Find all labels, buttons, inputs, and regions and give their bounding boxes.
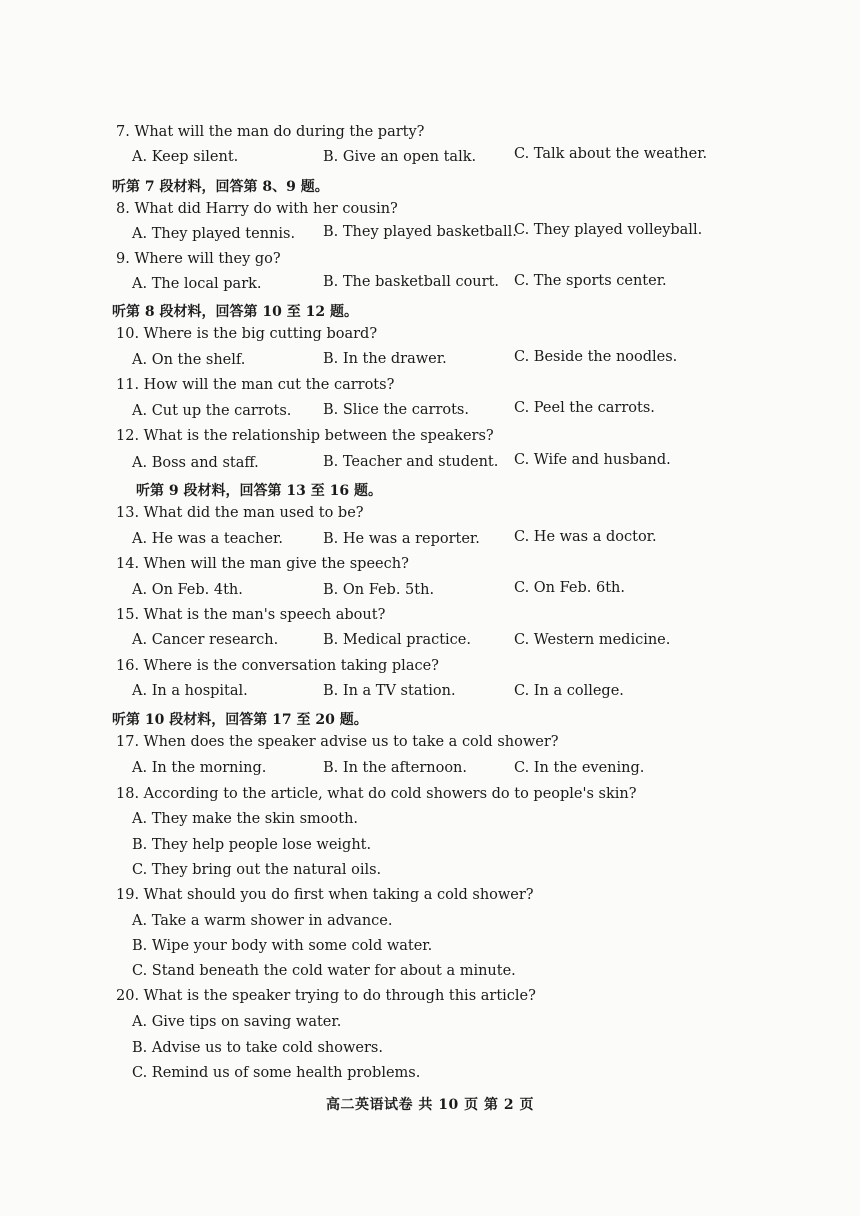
- q15-option-a: A. Cancer research.: [132, 632, 279, 648]
- q12-option-a: A. Boss and staff.: [132, 455, 259, 471]
- q16-option-a: A. In a hospital.: [132, 683, 248, 699]
- q18-option-a: A. They make the skin smooth.: [132, 811, 359, 827]
- question-17: 17. When does the speaker advise us to take a cold shower?: [116, 734, 559, 750]
- question-12: 12. What is the relationship between the speakers?: [116, 428, 494, 444]
- page-footer: 高二英语试卷 共 10 页 第 2 页: [326, 1097, 534, 1113]
- q13-option-c: C. He was a doctor.: [514, 529, 657, 545]
- q15-option-c: C. Western medicine.: [514, 632, 671, 648]
- q18-option-c: C. They bring out the natural oils.: [132, 862, 382, 878]
- q16-option-c: C. In a college.: [514, 683, 624, 699]
- section-heading-8: 听第 8 段材料，回答第 10 至 12 题。: [112, 304, 358, 320]
- q20-option-c: C. Remind us of some health problems.: [132, 1065, 421, 1081]
- q8-option-b: B. They played basketball.: [323, 224, 517, 240]
- section-heading-10: 听第 10 段材料，回答第 17 至 20 题。: [112, 712, 368, 728]
- q17-option-c: C. In the evening.: [514, 760, 645, 776]
- q14-option-a: A. On Feb. 4th.: [132, 582, 243, 598]
- question-15: 15. What is the man's speech about?: [116, 607, 386, 623]
- q11-option-a: A. Cut up the carrots.: [132, 403, 292, 419]
- q11-option-b: B. Slice the carrots.: [323, 402, 469, 418]
- q10-option-b: B. In the drawer.: [323, 351, 447, 367]
- section-heading-9: 听第 9 段材料，回答第 13 至 16 题。: [136, 483, 382, 499]
- question-11: 11. How will the man cut the carrots?: [116, 377, 395, 393]
- q7-option-a: A. Keep silent.: [132, 149, 239, 165]
- q10-option-a: A. On the shelf.: [132, 352, 246, 368]
- q19-option-c: C. Stand beneath the cold water for about a minute.: [132, 963, 516, 979]
- q7-option-b: B. Give an open talk.: [323, 149, 477, 165]
- q16-option-b: B. In a TV station.: [323, 683, 456, 699]
- question-14: 14. When will the man give the speech?: [116, 556, 409, 572]
- q19-option-a: A. Take a warm shower in advance.: [132, 913, 393, 929]
- q9-option-a: A. The local park.: [132, 276, 262, 292]
- q7-option-c: C. Talk about the weather.: [514, 146, 708, 162]
- question-7: 7. What will the man do during the party?: [116, 124, 425, 140]
- question-13: 13. What did the man used to be?: [116, 505, 364, 521]
- q13-option-b: B. He was a reporter.: [323, 531, 480, 547]
- q9-option-c: C. The sports center.: [514, 273, 667, 289]
- q8-option-c: C. They played volleyball.: [514, 222, 703, 238]
- question-10: 10. Where is the big cutting board?: [116, 326, 378, 342]
- q19-option-b: B. Wipe your body with some cold water.: [132, 938, 433, 954]
- section-heading-7: 听第 7 段材料，回答第 8、9 题。: [112, 179, 329, 195]
- q14-option-b: B. On Feb. 5th.: [323, 582, 435, 598]
- q14-option-c: C. On Feb. 6th.: [514, 580, 625, 596]
- q18-option-b: B. They help people lose weight.: [132, 837, 372, 853]
- question-18: 18. According to the article, what do cold showers do to people's skin?: [116, 786, 637, 802]
- question-9: 9. Where will they go?: [116, 251, 281, 267]
- question-16: 16. Where is the conversation taking place?: [116, 658, 439, 674]
- question-19: 19. What should you do first when taking a cold shower?: [116, 887, 534, 903]
- q13-option-a: A. He was a teacher.: [132, 531, 283, 547]
- q20-option-a: A. Give tips on saving water.: [132, 1014, 342, 1030]
- q12-option-c: C. Wife and husband.: [514, 452, 671, 468]
- question-20: 20. What is the speaker trying to do through this article?: [116, 988, 536, 1004]
- q17-option-a: A. In the morning.: [132, 760, 267, 776]
- q9-option-b: B. The basketball court.: [323, 274, 500, 290]
- q8-option-a: A. They played tennis.: [132, 226, 296, 242]
- q15-option-b: B. Medical practice.: [323, 632, 471, 648]
- q12-option-b: B. Teacher and student.: [323, 454, 499, 470]
- question-8: 8. What did Harry do with her cousin?: [116, 201, 398, 217]
- q11-option-c: C. Peel the carrots.: [514, 400, 655, 416]
- q10-option-c: C. Beside the noodles.: [514, 349, 678, 365]
- q20-option-b: B. Advise us to take cold showers.: [132, 1040, 383, 1056]
- q17-option-b: B. In the afternoon.: [323, 760, 468, 776]
